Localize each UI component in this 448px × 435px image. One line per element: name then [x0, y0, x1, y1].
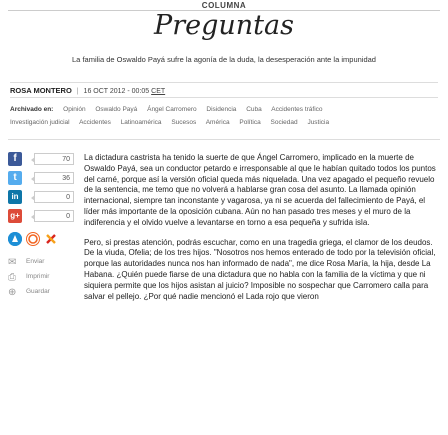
publish-date: 16 OCT 2012 - 00:05	[83, 88, 150, 95]
tag-link[interactable]: Accidentes tráfico	[271, 106, 323, 113]
facebook-icon[interactable]: f	[8, 152, 22, 166]
author-link[interactable]: ROSA MONTERO	[10, 86, 72, 95]
share-googleplus[interactable]	[8, 207, 74, 225]
share-twitter[interactable]	[8, 169, 74, 187]
facebook-count: 70	[34, 153, 74, 165]
paragraph: La dictadura castrista ha tenido la suerte de que Ángel Carromero, implicado en la muerte de Oswaldo Payá, sea un conductor petardo e irresponsable al que le habían quitado todos los puntos del carné, porque así la versión oficial queda más niquelada. Una vez apagado el pequeño revuelo de la sentencia, me temo que no volverá a hablarse gran cosa del asunto. La llamada opinión internacional, siempre tan inconstante y vagarosa, ya ni se acuerda del fallecimiento de Payá, el líder más importante de la oposición cubana. Aún no han pasado tres meses y el muro de la indiferencia y el olvido vuelve a levantarse en torno a esa pequeña y sufrida isla.	[84, 153, 436, 227]
tag-link[interactable]: Sociedad	[270, 119, 298, 126]
tag-link[interactable]: Sucesos	[171, 119, 197, 126]
byline: ROSA MONTERO | 16 OCT 2012 - 00:05 CET	[10, 82, 438, 98]
tag-link[interactable]: Cuba	[246, 106, 262, 113]
article-actions	[8, 256, 50, 301]
tag-link[interactable]: Disidencia	[206, 106, 237, 113]
googleplus-count: 0	[34, 210, 74, 222]
tag-link[interactable]: Investigación judicial	[10, 119, 70, 126]
tag-link[interactable]: Oswaldo Payá	[95, 106, 138, 113]
bookmark-icon: ⊕	[8, 287, 17, 298]
twitter-icon[interactable]: t	[8, 171, 22, 185]
linkedin-count: 0	[34, 191, 74, 203]
tag-link[interactable]: Latinoamérica	[120, 119, 162, 126]
printer-icon: ⎙	[8, 272, 16, 283]
tag-link[interactable]: Ángel Carromero	[147, 106, 197, 113]
tag-link[interactable]: Opinión	[63, 106, 86, 113]
send-action[interactable]: ✉ Enviar	[8, 257, 45, 268]
article-subtitle: La familia de Oswaldo Payá sufre la agonía de la duda, la desesperación ante la impunidad	[72, 55, 376, 64]
envelope-icon: ✉	[8, 257, 17, 268]
meneame-icon[interactable]	[8, 232, 22, 246]
tag-link[interactable]: América	[205, 119, 230, 126]
tag-link[interactable]: Política	[239, 119, 261, 126]
timezone-link[interactable]: CET	[151, 88, 166, 95]
tag-link[interactable]: Accidentes	[79, 119, 111, 126]
bitacoras-icon[interactable]	[26, 232, 40, 246]
section-tag: COLUMNA	[0, 0, 448, 9]
save-action[interactable]: ⊕ Guardar	[8, 287, 50, 298]
tag-link[interactable]: Justicia	[307, 119, 330, 126]
twitter-count: 36	[34, 172, 74, 184]
paragraph: Pero, si prestas atención, podrás escuchar, como en una tragedia griega, el clamor de los deudos. De la viuda, Ofelia; de los tres hijos. "Nosotros nos hemos enterado de todo por la televisión oficial, porque las autoridades nunca nos han informado de nada", me dice Rosa María, la hija, desde La Habana. ¿Quién puede fiarse de una dictadura que no habla con la familia de la víctima y que ni siquiera permite que los hijos asistan al juicio? Imposible no sospechar que Carromero calla para salvar el pellejo. ¿Por qué nadie mencionó el Lada rojo que vieron	[84, 237, 436, 301]
tuenti-icon[interactable]	[44, 232, 58, 246]
share-facebook[interactable]	[8, 150, 74, 168]
divider	[8, 139, 440, 140]
share-linkedin[interactable]	[8, 188, 74, 206]
tags-label: Archivado en:	[10, 106, 54, 113]
article-title: Preguntas	[154, 10, 294, 41]
googleplus-icon[interactable]: g+	[8, 209, 22, 223]
share-panel	[8, 150, 74, 226]
archived-tags	[10, 103, 440, 129]
article-body	[84, 153, 436, 311]
linkedin-icon[interactable]: in	[8, 190, 22, 204]
print-action[interactable]: ⎙ Imprimir	[8, 272, 50, 283]
